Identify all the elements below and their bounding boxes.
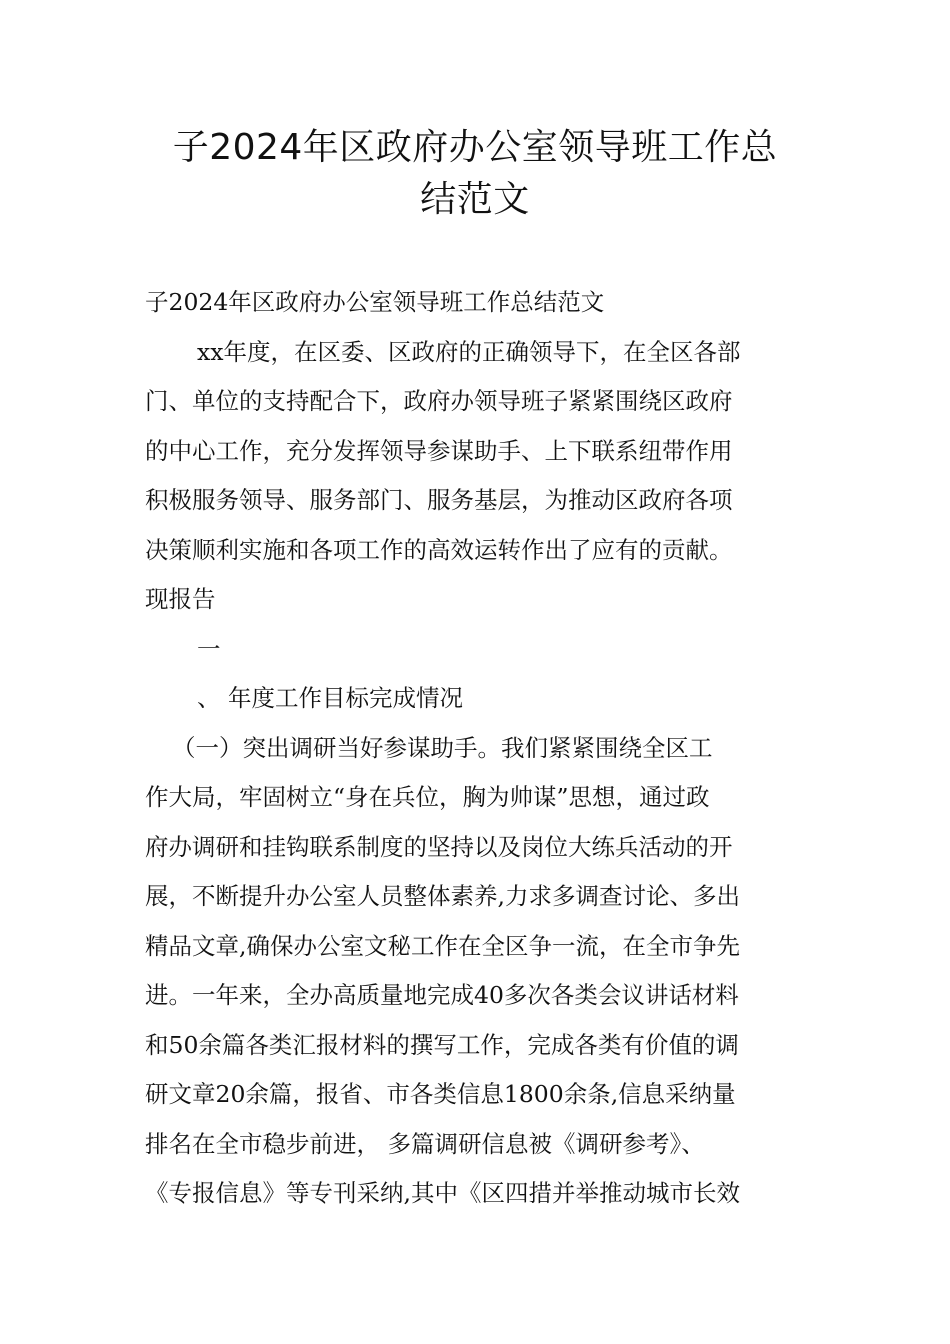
subtitle-line: 子2024年区政府办公室领导班工作总结范文 <box>145 288 605 316</box>
paragraph-line: xx年度，在区委、区政府的正确领导下，在全区各部 <box>197 337 741 366</box>
paragraph-line: 排名在全市稳步前进， 多篇调研信息被《调研参考》、 <box>145 1129 705 1158</box>
paragraph-line: 的中心工作，充分发挥领导参谋助手、上下联系纽带作用 <box>145 436 733 465</box>
title-line-2: 结范文 <box>420 179 530 220</box>
paragraph-line: 作大局，牢固树立“身在兵位，胸为帅谋”思想，通过政 <box>145 783 710 811</box>
paragraph-line: 门、单位的支持配合下，政府办领导班子紧紧围绕区政府 <box>145 387 733 415</box>
paragraph-line: 积极服务领导、服务部门、服务基层，为推动区政府各项 <box>145 486 733 514</box>
paragraph-line: 现报告 <box>145 585 216 613</box>
paragraph-line: （一）突出调研当好参谋助手。我们紧紧围绕全区工 <box>172 733 713 762</box>
paragraph-line: 府办调研和挂钩联系制度的坚持以及岗位大练兵活动的开 <box>145 832 733 861</box>
paragraph-line: 进。一年来，全办高质量地完成40多次各类会议讲话材料 <box>145 981 739 1009</box>
document-title <box>95 122 855 226</box>
paragraph-line: 《专报信息》等专刊采纳,其中《区四措并举推动城市长效 <box>145 1179 740 1207</box>
title-line-1: 子2024年区政府办公室领导班工作总 <box>172 127 778 168</box>
section-heading: 、 年度工作目标完成情况 <box>197 684 463 712</box>
paragraph-line: 精品文章,确保办公室文秘工作在全区争一流，在全市争先 <box>145 931 740 960</box>
section-number: 一 <box>197 634 221 663</box>
paragraph-line: 和50余篇各类汇报材料的撰写工作，完成各类有价值的调 <box>145 1030 739 1059</box>
paragraph-line: 展，不断提升办公室人员整体素养,力求多调查讨论、多出 <box>145 882 740 910</box>
paragraph-line: 决策顺利实施和各项工作的高效运转作出了应有的贡献。 <box>145 535 733 564</box>
document-body <box>145 278 815 1219</box>
paragraph-line: 研文章20余篇，报省、市各类信息1800余条,信息采纳量 <box>145 1080 736 1108</box>
